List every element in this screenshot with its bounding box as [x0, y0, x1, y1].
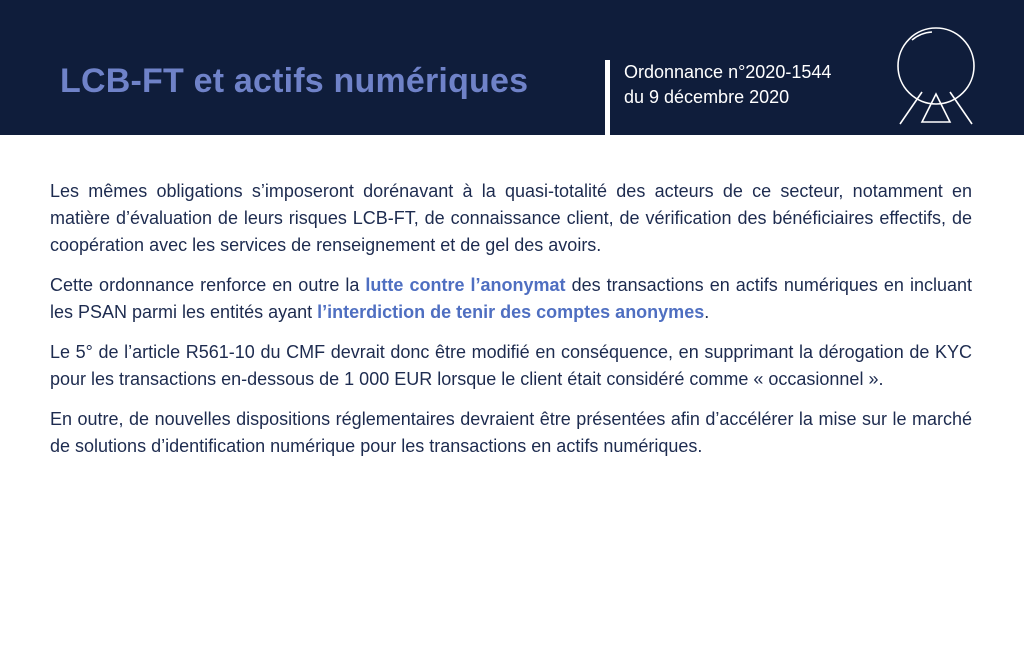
- reference-line-1: Ordonnance n°2020-1544: [624, 62, 832, 82]
- paragraph-anonymat-text-2: des transactions en actifs numériques en incluant les PSAN parmi les entités ayant: [50, 275, 973, 322]
- header-banner: [0, 0, 1024, 135]
- circle-tripod-logo-icon: [892, 22, 980, 126]
- paragraph-dispositions: En outre, de nouvelles dispositions réglementaires devraient être présentées afin d’accélérer la mise sur le marché de solutions d’identification numérique pour les transactions en actifs numériques.: [50, 409, 972, 456]
- main-content: [50, 178, 972, 473]
- highlight-interdiction-comptes: l’interdiction de tenir des comptes anonymes: [317, 302, 705, 322]
- paragraph-anonymat: [50, 272, 972, 326]
- highlight-lutte-anonymat: lutte contre l’anonymat: [365, 275, 566, 295]
- paragraph-anonymat-text-1: Cette ordonnance renforce en outre la: [50, 275, 366, 295]
- header-divider: [605, 60, 610, 135]
- page-title: LCB-FT et actifs numériques: [60, 62, 529, 100]
- paragraph-obligations: Les mêmes obligations s’imposeront dorénavant à la quasi-totalité des acteurs de ce secteur, notamment en matière d’évaluation de leurs risques LCB-FT, de connaissance client, de vérification des bénéficiaires effectifs, de coopération avec les services de renseignement et de gel des avoirs.: [50, 181, 972, 255]
- paragraph-anonymat-text-3: .: [704, 302, 710, 322]
- reference-line-2: du 9 décembre 2020: [624, 87, 790, 107]
- ordonnance-reference: [624, 60, 831, 110]
- paragraph-article-r561: Le 5° de l’article R561-10 du CMF devrait donc être modifié en conséquence, en supprimant la dérogation de KYC pour les transactions en-dessous de 1 000 EUR lorsque le client était considéré comme « occasionnel ».: [50, 342, 972, 389]
